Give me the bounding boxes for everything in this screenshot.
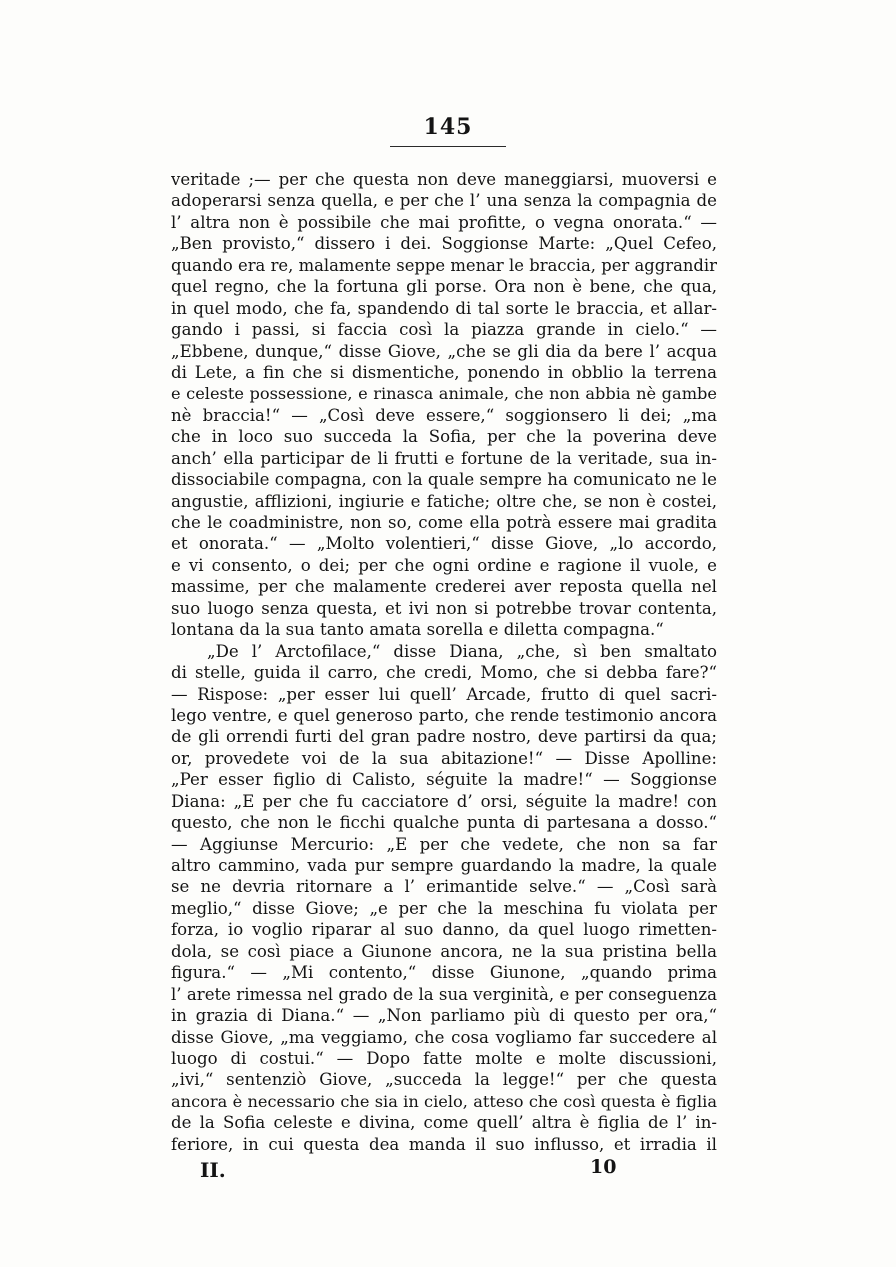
- text-line: lego ventre, e quel generoso parto, che rende testimonio ancora: [171, 705, 717, 725]
- text-line: figura.“ — „Mi contento,“ disse Giunone, „quando prima: [171, 963, 717, 983]
- text-line: quando era re, malamente seppe menar le braccia, per aggrandir: [171, 255, 717, 275]
- text-line: „De l’ Arctofilace,“ disse Diana, „che, sì ben smaltato: [207, 641, 717, 661]
- text-line: di stelle, guida il carro, che credi, Momo, che si debba fare?“: [171, 663, 717, 683]
- text-line: lontana da la sua tanto amata sorella e diletta compagna.“: [171, 620, 664, 640]
- body-text: [171, 169, 717, 1155]
- text-line: disse Giove, „ma veggiamo, che cosa vogliamo far succedere al: [171, 1027, 717, 1047]
- text-line: che le coadministre, non so, come ella potrà essere mai gradita: [171, 513, 717, 532]
- header-rule: [390, 146, 506, 147]
- text-line: ancora è necessario che sia in cielo, atteso che così questa è figlia: [171, 1091, 717, 1111]
- page-number: 145: [423, 114, 473, 140]
- text-line: questo, che non le ficchi qualche punta di partesana a dosso.“: [171, 813, 717, 833]
- text-line: veritade ;— per che questa non deve maneggiarsi, muoversi e: [171, 170, 717, 189]
- text-line: — Rispose: „per esser lui quell’ Arcade, frutto di quel sacri-: [171, 684, 717, 704]
- text-line: gando i passi, si faccia così la piazza grande in cielo.“ —: [171, 320, 717, 340]
- text-line: adoperarsi senza quella, e per che l’ una senza la compagnia de: [171, 191, 717, 211]
- text-line: e celeste possessione, e rinasca animale, che non abbia nè gambe: [171, 384, 717, 404]
- text-line: in grazia di Diana.“ — „Non parliamo più di questo per ora,“: [171, 1006, 717, 1026]
- text-line: „Ebbene, dunque,“ disse Giove, „che se gli dia da bere l’ acqua: [171, 341, 717, 361]
- text-line: in quel modo, che fa, spandendo di tal sorte le braccia, et allar-: [171, 298, 717, 318]
- text-line: di Lete, a fin che si dismentiche, ponendo in obblio la terrena: [171, 362, 717, 382]
- text-line: „Per esser figlio di Calisto, séguite la madre!“ — Soggionse: [171, 770, 717, 790]
- text-line: de la Sofia celeste e divina, come quell’ altra è figlia de l’ in-: [171, 1113, 717, 1133]
- text-line: meglio,“ disse Giove; „e per che la meschina fu violata per: [171, 898, 717, 918]
- text-line: Diana: „E per che fu cacciatore d’ orsi, séguite la madre! con: [171, 791, 717, 811]
- text-line: „Ben provisto,“ dissero i dei. Soggionse Marte: „Quel Cefeo,: [171, 234, 717, 254]
- text-line: luogo di costui.“ — Dopo fatte molte e molte discussioni,: [171, 1048, 717, 1068]
- text-line: che in loco suo succeda la Sofia, per che la poverina deve: [171, 427, 717, 447]
- text-line: — Aggiunse Mercurio: „E per che vedete, che non sa far: [171, 834, 717, 854]
- text-line: l’ altra non è possibile che mai profitte, o vegna onorata.“ —: [171, 212, 717, 232]
- text-line: or, provedete voi de la sua abitazione!“ — Disse Apolline:: [171, 748, 717, 768]
- text-line: et onorata.“ — „Molto volentieri,“ disse Giove, „lo accordo,: [171, 534, 717, 554]
- text-line: quel regno, che la fortuna gli porse. Ora non è bene, che qua,: [171, 277, 717, 297]
- text-line: dola, se così piace a Giunone ancora, ne la sua pristina bella: [171, 941, 717, 961]
- text-line: „ivi,“ sentenziò Giove, „succeda la legge!“ per che questa: [171, 1070, 717, 1090]
- text-line: angustie, afflizioni, ingiurie e fatiche; oltre che, se non è costei,: [171, 491, 717, 511]
- text-line: anch’ ella participar de li frutti e fortune de la veritade, sua in-: [171, 448, 717, 468]
- text-line: se ne devria ritornare a l’ erimantide selve.“ — „Così sarà: [171, 877, 717, 897]
- sheet-number: 10: [590, 1156, 617, 1178]
- text-line: nè braccia!“ — „Così deve essere,“ soggionsero li dei; „ma: [171, 405, 717, 425]
- text-line: massime, per che malamente crederei aver reposta quella nel: [171, 577, 717, 597]
- signature-mark: II.: [200, 1158, 226, 1182]
- text-line: l’ arete rimessa nel grado de la sua verginità, e per conseguenza: [171, 984, 717, 1004]
- text-line: forza, io voglio riparar al suo danno, da quel luogo rimetten-: [171, 920, 717, 940]
- text-line: de gli orrendi furti del gran padre nostro, deve partirsi da qua;: [171, 727, 717, 747]
- text-line: altro cammino, vada pur sempre guardando la madre, la quale: [171, 856, 717, 875]
- text-line: dissociabile compagna, con la quale sempre ha comunicato ne le: [171, 470, 717, 490]
- text-line: e vi consento, o dei; per che ogni ordine e ragione il vuole, e: [171, 555, 717, 575]
- text-line: suo luogo senza questa, et ivi non si potrebbe trovar contenta,: [171, 598, 717, 618]
- text-line: feriore, in cui questa dea manda il suo influsso, et irradia il: [171, 1134, 717, 1154]
